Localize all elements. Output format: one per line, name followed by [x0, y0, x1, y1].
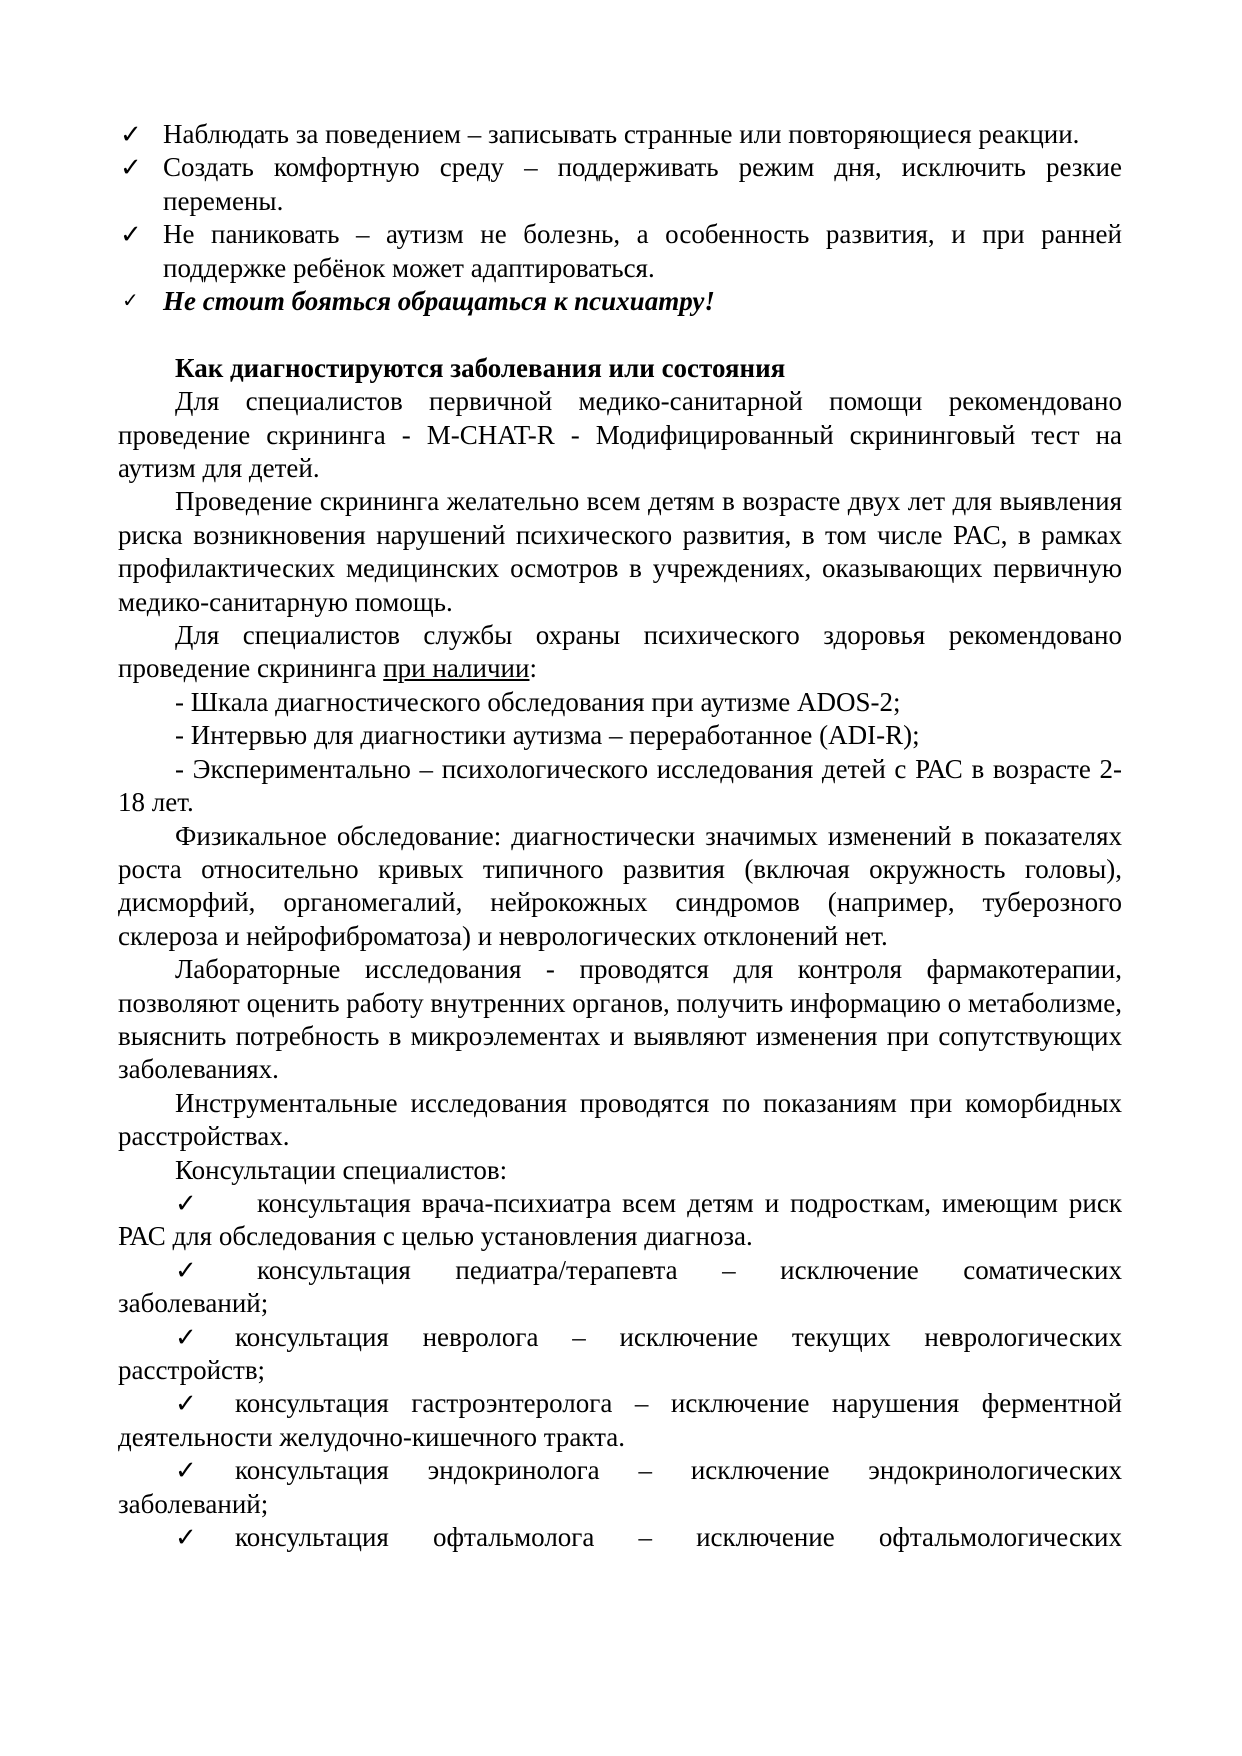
- consult-text: консультация невролога – исключение текущих неврологических расстройств;: [118, 1321, 1122, 1386]
- text: Для специалистов службы охраны психического здоровья рекомендовано проведение скрининга: [118, 620, 1122, 684]
- tip-bullet: [118, 151, 1122, 218]
- consult-text: консультация офтальмолога – исключение офтальмологических: [235, 1522, 1122, 1553]
- paragraph-screening-age: Проведение скрининга желательно всем детям в возрасте двух лет для выявления риска возникновения нарушений психического развития, в том числе РАС, в рамках профилактических медицинских осмотров в учреждениях, оказывающих первичную медико-санитарную помощь.: [118, 486, 1122, 617]
- checkmark-icon: ✓: [175, 1322, 197, 1352]
- dash-item: - Экспериментально – психологического исследования детей с РАС в возрасте 2-18 лет.: [118, 753, 1122, 818]
- checkmark-icon: ✓: [175, 1456, 197, 1486]
- consult-text: консультация эндокринолога – исключение эндокринологических заболеваний;: [118, 1455, 1122, 1519]
- checkmark-icon: ✓: [120, 153, 142, 183]
- paragraph-mental-health-screening: [118, 619, 1122, 686]
- paragraph-physical-exam: Физикальное обследование: диагностически значимых изменений в показателях роста относительно кривых типичного развития (включая окружность головы), дисморфий, органомегалий, нейрокожных синдромов (например, туберозного склероза и нейрофиброматоза) и неврологических отклонений нет.: [118, 820, 1122, 951]
- consultations-label: Консультации специалистов:: [175, 1154, 508, 1185]
- checkmark-icon: ✓: [175, 1188, 197, 1218]
- paragraph-instrumental: Инструментальные исследования проводятся по показаниям при коморбидных расстройствах.: [118, 1087, 1122, 1152]
- document-page: [118, 118, 1122, 1554]
- dash-item: - Шкала диагностического обследования при аутизме ADOS-2;: [175, 686, 901, 717]
- checkmark-icon: ✓: [120, 220, 142, 250]
- consult-item: [118, 1321, 1122, 1388]
- consult-item: [118, 1387, 1122, 1454]
- paragraph-lab-tests: Лабораторные исследования - проводятся для контроля фармакотерапии, позволяют оценить работу внутренних органов, получить информацию о метаболизме, выяснить потребность в микроэлементах и выявляют изменения при сопутствующих заболеваниях.: [118, 954, 1122, 1085]
- consult-item: [118, 1521, 1122, 1554]
- consult-text: консультация врача-психиатра всем детям и подросткам, имеющим риск РАС для обследования с целью установления диагноза.: [118, 1187, 1122, 1252]
- tip-bullet: [118, 218, 1122, 285]
- tip-text: Создать комфортную среду – поддерживать режим дня, исключить резкие перемены.: [163, 152, 1122, 216]
- paragraph-mchat: Для специалистов первичной медико-санитарной помощи рекомендовано проведение скрининга - M-CHAT-R - Модифицированный скрининговый тест на аутизм для детей.: [118, 386, 1122, 484]
- tip-bullet: [118, 118, 1122, 151]
- tip-text: Наблюдать за поведением – записывать странные или повторяющиеся реакции.: [163, 119, 1080, 149]
- section-heading: Как диагностируются заболевания или состояния: [175, 352, 786, 383]
- text: :: [529, 653, 537, 684]
- checkmark-icon: ✓: [175, 1523, 197, 1553]
- spacer: [118, 318, 1122, 351]
- checkmark-icon: ✓: [175, 1255, 197, 1285]
- underlined-text: при наличии: [383, 653, 530, 684]
- consult-item: [118, 1187, 1122, 1254]
- consult-text: консультация педиатра/терапевта – исключение соматических заболеваний;: [118, 1254, 1122, 1319]
- tip-text-emphasis: Не стоит бояться обращаться к психиатру!: [163, 286, 715, 317]
- tip-text: Не паниковать – аутизм не болезнь, а особенность развития, и при ранней поддержке ребёнок может адаптироваться.: [163, 219, 1122, 283]
- consult-item: [118, 1454, 1122, 1521]
- checkmark-icon: ✓: [120, 120, 142, 149]
- consult-text: консультация гастроэнтеролога – исключение нарушения ферментной деятельности желудочно-кишечного тракта.: [118, 1388, 1122, 1452]
- tip-bullet-emphasis: [118, 285, 1122, 318]
- consult-item: [118, 1254, 1122, 1321]
- checkmark-icon: ✓: [122, 290, 139, 313]
- dash-item: - Интервью для диагностики аутизма – переработанное (ADI-R);: [175, 720, 920, 751]
- checkmark-icon: ✓: [175, 1389, 197, 1419]
